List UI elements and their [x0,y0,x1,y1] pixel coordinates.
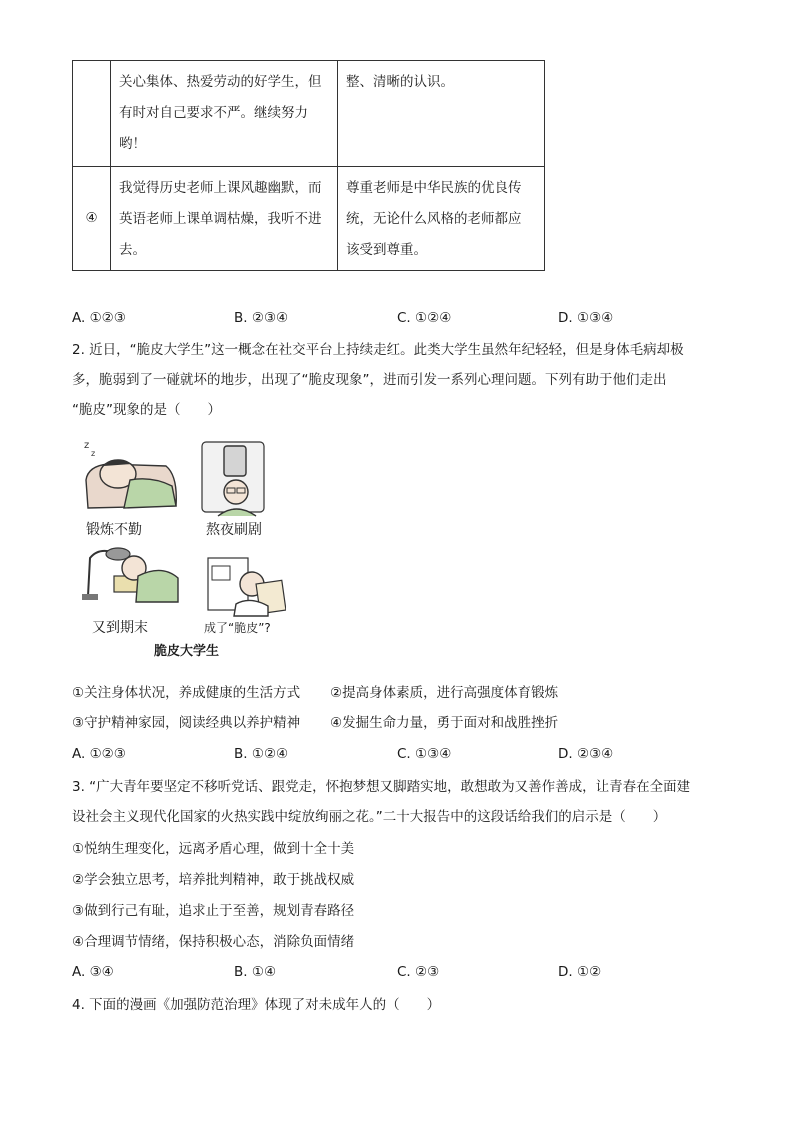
phone-student-drawing [202,442,264,516]
q2-statement-3: ③守护精神家园，阅读经典以养护精神 [72,715,301,731]
svg-text:z: z [91,449,96,458]
studying-student-drawing [82,548,178,602]
q2-option-d[interactable]: D. ②③④ [558,746,614,762]
q2-statement-4: ④发掘生命力量，勇于面对和战胜挫折 [330,715,559,731]
q2-statement-2: ②提高身体素质，进行高强度体育锻炼 [330,685,559,701]
q2-statement-1: ①关注身体状况，养成健康的生活方式 [72,685,301,701]
q3-statement-1: ①悦纳生理变化，远离矛盾心理，做到十全十美 [72,841,355,857]
q3-option-c[interactable]: C. ②③ [397,964,440,980]
table-row [73,61,545,167]
q1-option-c[interactable]: C. ①②④ [397,310,452,326]
row-number [73,61,111,167]
q3-statement-3: ③做到行己有耻，追求止于至善，规划青春路径 [72,903,355,919]
q2-option-b[interactable]: B. ①②④ [234,746,289,762]
q1-option-b[interactable]: B. ②③④ [234,310,289,326]
q2-option-a[interactable]: A. ①②③ [72,746,126,762]
q1-option-a[interactable]: A. ①②③ [72,310,126,326]
comic-caption-1: 锻炼不勤 [86,522,142,538]
table-row [73,167,545,271]
comic-title: 脆皮大学生 [154,644,220,659]
q3-statement-2: ②学会独立思考，培养批判精神，敢于挑战权威 [72,872,355,888]
comic-caption-3: 又到期末 [92,620,148,636]
q1-option-d[interactable]: D. ①③④ [558,310,614,326]
student-comment-cell: 关心集体、热爱劳动的好学生，但 有时对自己要求不严。继续努力 哟！ [111,61,338,167]
tired-student-drawing [208,558,286,616]
comic-caption-4: 成了“脆皮”? [204,621,271,635]
evaluation-cell: 整、清晰的认识。 [338,61,545,167]
comment-table [72,60,545,271]
q2-option-c[interactable]: C. ①③④ [397,746,452,762]
q3-statement-4: ④合理调节情绪，保持积极心态，消除负面情绪 [72,934,355,950]
row-number: ④ [73,167,111,271]
sleeping-student-drawing [84,440,176,508]
comic-caption-2: 熬夜刷剧 [206,522,262,538]
student-comment-cell: 我觉得历史老师上课风趣幽默，而 英语老师上课单调枯燥，我听不进 去。 [111,167,338,271]
q3-option-d[interactable]: D. ①② [558,964,602,980]
q3-option-b[interactable]: B. ①④ [234,964,277,980]
crispy-student-comic [78,436,286,660]
svg-text:z: z [84,440,90,451]
q3-option-a[interactable]: A. ③④ [72,964,114,980]
evaluation-cell: 尊重老师是中华民族的优良传 统，无论什么风格的老师都应 该受到尊重。 [338,167,545,271]
q4-stem: 4. 下面的漫画《加强防范治理》体现了对未成年人的（ ） [72,997,441,1013]
comic-illustration [78,436,286,660]
